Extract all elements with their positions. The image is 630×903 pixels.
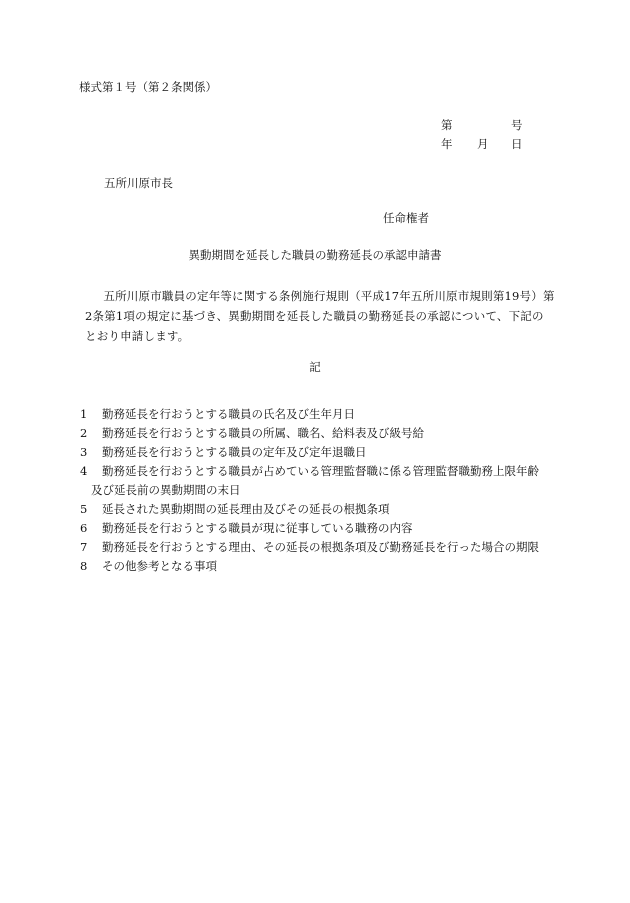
list-item [80, 462, 560, 500]
item-number: 8 [80, 559, 88, 573]
list-item [80, 519, 560, 538]
item-text: 勤務延長を行おうとする理由、その延長の根拠条項及び勤務延長を行った場合の期限 [102, 540, 539, 554]
list-item [80, 443, 560, 462]
document-number-prefix: 第 [441, 118, 453, 132]
body-paragraph: 五所川原市職員の定年等に関する条例施行規則（平成17年五所川原市規則第19号）第2条第1項の規定に基づき、異動期間を延長した職員の勤務延長の承認について、下記のとおり申請します。 [85, 289, 555, 343]
item-text: 勤務延長を行おうとする職員の所属、職名、給料表及び級号給 [102, 426, 424, 440]
date-month: 月 [477, 137, 489, 151]
item-number: 4 [80, 464, 88, 478]
item-list [80, 405, 560, 576]
date-day: 日 [511, 137, 523, 151]
item-text: 勤務延長を行おうとする職員が現に従事している職務の内容 [102, 521, 413, 535]
addressee: 五所川原市長 [104, 176, 173, 190]
item-number: 5 [80, 502, 88, 516]
appointing-authority: 任命権者 [383, 211, 429, 225]
list-item [80, 538, 560, 557]
item-text: 勤務延長を行おうとする職員の氏名及び生年月日 [102, 407, 355, 421]
list-item [80, 424, 560, 443]
ki-heading: 記 [309, 360, 321, 374]
item-text: 勤務延長を行おうとする職員の定年及び定年退職日 [102, 445, 367, 459]
item-text-continuation: 及び延長前の異動期間の末日 [91, 483, 241, 497]
list-item [80, 405, 560, 424]
item-number: 6 [80, 521, 88, 535]
item-number: 1 [80, 407, 88, 421]
item-text: 延長された異動期間の延長理由及びその延長の根拠条項 [102, 502, 390, 516]
document-number-suffix: 号 [511, 118, 523, 132]
item-number: 2 [80, 426, 88, 440]
item-text: 勤務延長を行おうとする職員が占めている管理監督職に係る管理監督職勤務上限年齢 [102, 464, 539, 478]
item-number: 7 [80, 540, 88, 554]
document-title: 異動期間を延長した職員の勤務延長の承認申請書 [188, 248, 442, 262]
item-number: 3 [80, 445, 88, 459]
item-text: その他参考となる事項 [102, 559, 217, 573]
list-item [80, 500, 560, 519]
list-item [80, 557, 560, 576]
form-number: 様式第１号（第２条関係） [79, 80, 217, 94]
date-year: 年 [441, 137, 453, 151]
